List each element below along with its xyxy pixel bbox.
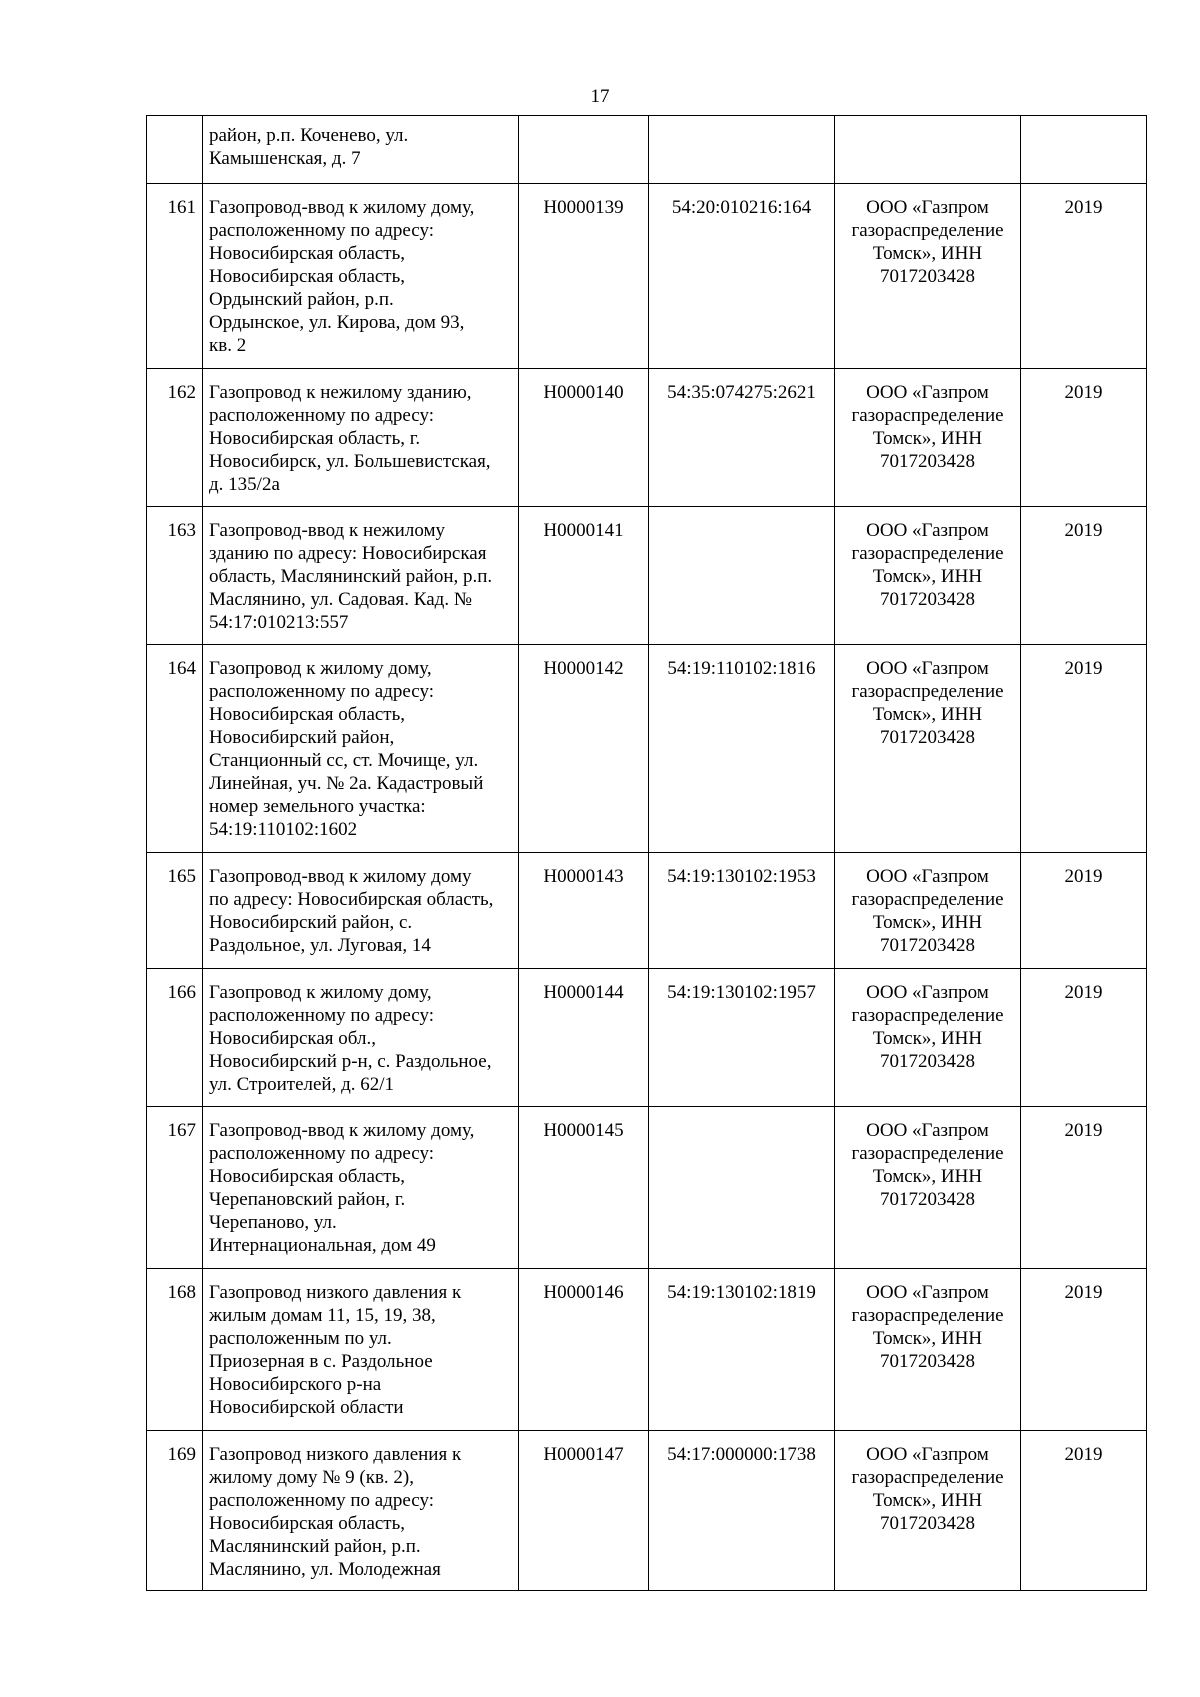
table-row [147,853,1147,969]
description-line: Газопровод низкого давления к [209,1444,462,1465]
description-line: жилому дому № 9 (кв. 2), [209,1467,415,1488]
description-line: номер земельного участка: [209,796,426,817]
owner-line: Томск», ИНН [872,1490,983,1511]
cell-description [203,1431,519,1591]
owner-line: газораспределение [851,1005,1004,1026]
cell-owner [835,1269,1021,1431]
owner-line: Томск», ИНН [872,912,983,933]
description-line: жилым домам 11, 15, 19, 38, [209,1305,436,1326]
cell-number: 161 [147,184,203,369]
cell-number: 167 [147,1107,203,1269]
owner-line: 7017203428 [880,589,975,610]
cell-owner [835,116,1021,184]
table-row [147,184,1147,369]
description-line: Новосибирск, ул. Большевистская, [209,451,491,472]
description-line: Интернациональная, дом 49 [209,1235,436,1256]
cell-description [203,969,519,1107]
owner-line: ООО «Газпром [866,382,989,403]
description-line: расположенным по ул. [209,1328,392,1349]
cell-owner [835,1431,1021,1591]
description-line: Новосибирского р-на [209,1374,382,1395]
page-number: 17 [590,86,610,107]
description-line: ул. Строителей, д. 62/1 [209,1074,395,1095]
cell-year: 2019 [1021,1269,1147,1431]
cell-cadastral-number: 54:17:000000:1738 [649,1431,835,1591]
cell-number: 164 [147,645,203,853]
cell-owner [835,969,1021,1107]
owner-line: 7017203428 [880,1513,975,1534]
cell-year: 2019 [1021,184,1147,369]
cell-inventory-number: Н0000146 [519,1269,649,1431]
description-line: Приозерная в с. Раздольное [209,1351,433,1372]
owner-line: Томск», ИНН [872,243,983,264]
description-line: Черепаново, ул. [209,1212,337,1233]
owner-line: 7017203428 [880,727,975,748]
description-line: 54:17:010213:557 [209,612,349,633]
cell-cadastral-number: 54:35:074275:2621 [649,369,835,507]
owner-line: газораспределение [851,1467,1004,1488]
description-line: расположенному по адресу: [209,1490,434,1511]
description-line: Новосибирская область, [209,704,406,725]
description-line: Новосибирский район, [209,727,395,748]
table-row [147,645,1147,853]
owner-line: Томск», ИНН [872,428,983,449]
owner-line: газораспределение [851,1305,1004,1326]
cell-description [203,645,519,853]
cell-cadastral-number: 54:19:130102:1957 [649,969,835,1107]
description-line: Газопровод-ввод к нежилому [209,520,445,541]
description-line: Газопровод-ввод к жилому дому [209,866,472,887]
cell-number: 169 [147,1431,203,1591]
owner-line: газораспределение [851,405,1004,426]
cell-number: 163 [147,507,203,645]
description-line: район, р.п. Коченево, ул. [209,125,409,146]
owner-line: Томск», ИНН [872,704,983,725]
table-row [147,369,1147,507]
owner-line: 7017203428 [880,935,975,956]
description-line: Новосибирская область, [209,243,406,264]
cell-inventory-number [519,116,649,184]
description-line: Газопровод низкого давления к [209,1282,462,1303]
cell-description [203,369,519,507]
cell-number: 168 [147,1269,203,1431]
cell-owner [835,853,1021,969]
owner-line: газораспределение [851,1143,1004,1164]
description-line: Новосибирской области [209,1397,404,1418]
cell-owner [835,1107,1021,1269]
owner-line: ООО «Газпром [866,1444,989,1465]
cell-year: 2019 [1021,1431,1147,1591]
cell-year [1021,116,1147,184]
description-line: д. 135/2а [209,474,280,495]
cell-inventory-number: Н0000139 [519,184,649,369]
table-row [147,507,1147,645]
description-line: Черепановский район, г. [209,1189,406,1210]
cell-description [203,116,519,184]
cell-description [203,1269,519,1431]
description-line: Газопровод-ввод к жилому дому, [209,197,475,218]
cell-year: 2019 [1021,369,1147,507]
owner-line: газораспределение [851,543,1004,564]
description-line: Газопровод к жилому дому, [209,658,432,679]
owner-line: газораспределение [851,220,1004,241]
owner-line: Томск», ИНН [872,1166,983,1187]
description-line: Новосибирская область, [209,266,406,287]
description-line: Новосибирская обл., [209,1028,376,1049]
cell-owner [835,645,1021,853]
description-line: Новосибирская область, г. [209,428,421,449]
owner-line: ООО «Газпром [866,1282,989,1303]
description-line: зданию по адресу: Новосибирская [209,543,487,564]
cell-cadastral-number: 54:19:130102:1953 [649,853,835,969]
description-line: Станционный сс, ст. Мочище, ул. [209,750,479,771]
cell-description [203,853,519,969]
cell-number [147,116,203,184]
description-line: Ордынское, ул. Кирова, дом 93, [209,312,465,333]
owner-line: 7017203428 [880,1189,975,1210]
table-row [147,1431,1147,1591]
cell-year: 2019 [1021,853,1147,969]
description-line: Маслянино, ул. Садовая. Кад. № [209,589,472,610]
cell-description [203,1107,519,1269]
cell-inventory-number: Н0000143 [519,853,649,969]
cell-cadastral-number: 54:19:110102:1816 [649,645,835,853]
owner-line: 7017203428 [880,1051,975,1072]
description-line: Ордынский район, р.п. [209,289,394,310]
description-line: Камышенская, д. 7 [209,148,361,169]
continuation-row [147,116,1147,184]
cell-inventory-number: Н0000144 [519,969,649,1107]
owner-line: 7017203428 [880,1351,975,1372]
description-line: расположенному по адресу: [209,220,434,241]
cell-owner [835,184,1021,369]
owner-line: ООО «Газпром [866,658,989,679]
cell-year: 2019 [1021,507,1147,645]
cell-description [203,507,519,645]
cell-owner [835,369,1021,507]
cell-cadastral-number: 54:20:010216:164 [649,184,835,369]
description-line: Новосибирский р-н, с. Раздольное, [209,1051,492,1072]
description-line: кв. 2 [209,335,247,356]
description-line: Маслянинский район, р.п. [209,1536,421,1557]
description-line: по адресу: Новосибирская область, [209,889,494,910]
cell-cadastral-number: 54:19:130102:1819 [649,1269,835,1431]
cell-year: 2019 [1021,969,1147,1107]
description-line: расположенному по адресу: [209,405,434,426]
description-line: Новосибирский район, с. [209,912,413,933]
owner-line: ООО «Газпром [866,197,989,218]
owner-line: ООО «Газпром [866,982,989,1003]
description-line: Линейная, уч. № 2а. Кадастровый [209,773,484,794]
cell-inventory-number: Н0000140 [519,369,649,507]
owner-line: Томск», ИНН [872,566,983,587]
owner-line: ООО «Газпром [866,520,989,541]
cell-inventory-number: Н0000145 [519,1107,649,1269]
owner-line: 7017203428 [880,266,975,287]
cell-cadastral-number [649,1107,835,1269]
owner-line: Томск», ИНН [872,1028,983,1049]
owner-line: газораспределение [851,681,1004,702]
description-line: Маслянино, ул. Молодежная [209,1559,441,1580]
description-line: Новосибирская область, [209,1166,406,1187]
description-line: расположенному по адресу: [209,1143,434,1164]
description-line: Газопровод к нежилому зданию, [209,382,472,403]
cell-inventory-number: Н0000147 [519,1431,649,1591]
description-line: Новосибирская область, [209,1513,406,1534]
cell-owner [835,507,1021,645]
description-line: расположенному по адресу: [209,1005,434,1026]
description-line: Газопровод-ввод к жилому дому, [209,1120,475,1141]
cell-description [203,184,519,369]
table-row [147,969,1147,1107]
description-line: область, Маслянинский район, р.п. [209,566,493,587]
cell-number: 162 [147,369,203,507]
cell-cadastral-number [649,507,835,645]
owner-line: ООО «Газпром [866,866,989,887]
cell-year: 2019 [1021,645,1147,853]
cell-inventory-number: Н0000141 [519,507,649,645]
cell-year: 2019 [1021,1107,1147,1269]
owner-line: газораспределение [851,889,1004,910]
registry-table [146,115,1147,1591]
cell-cadastral-number [649,116,835,184]
description-line: Раздольное, ул. Луговая, 14 [209,935,431,956]
owner-line: 7017203428 [880,451,975,472]
table-row [147,1107,1147,1269]
owner-line: ООО «Газпром [866,1120,989,1141]
description-line: Газопровод к жилому дому, [209,982,432,1003]
cell-inventory-number: Н0000142 [519,645,649,853]
table-row [147,1269,1147,1431]
cell-number: 166 [147,969,203,1107]
cell-number: 165 [147,853,203,969]
owner-line: Томск», ИНН [872,1328,983,1349]
description-line: расположенному по адресу: [209,681,434,702]
description-line: 54:19:110102:1602 [209,819,358,840]
